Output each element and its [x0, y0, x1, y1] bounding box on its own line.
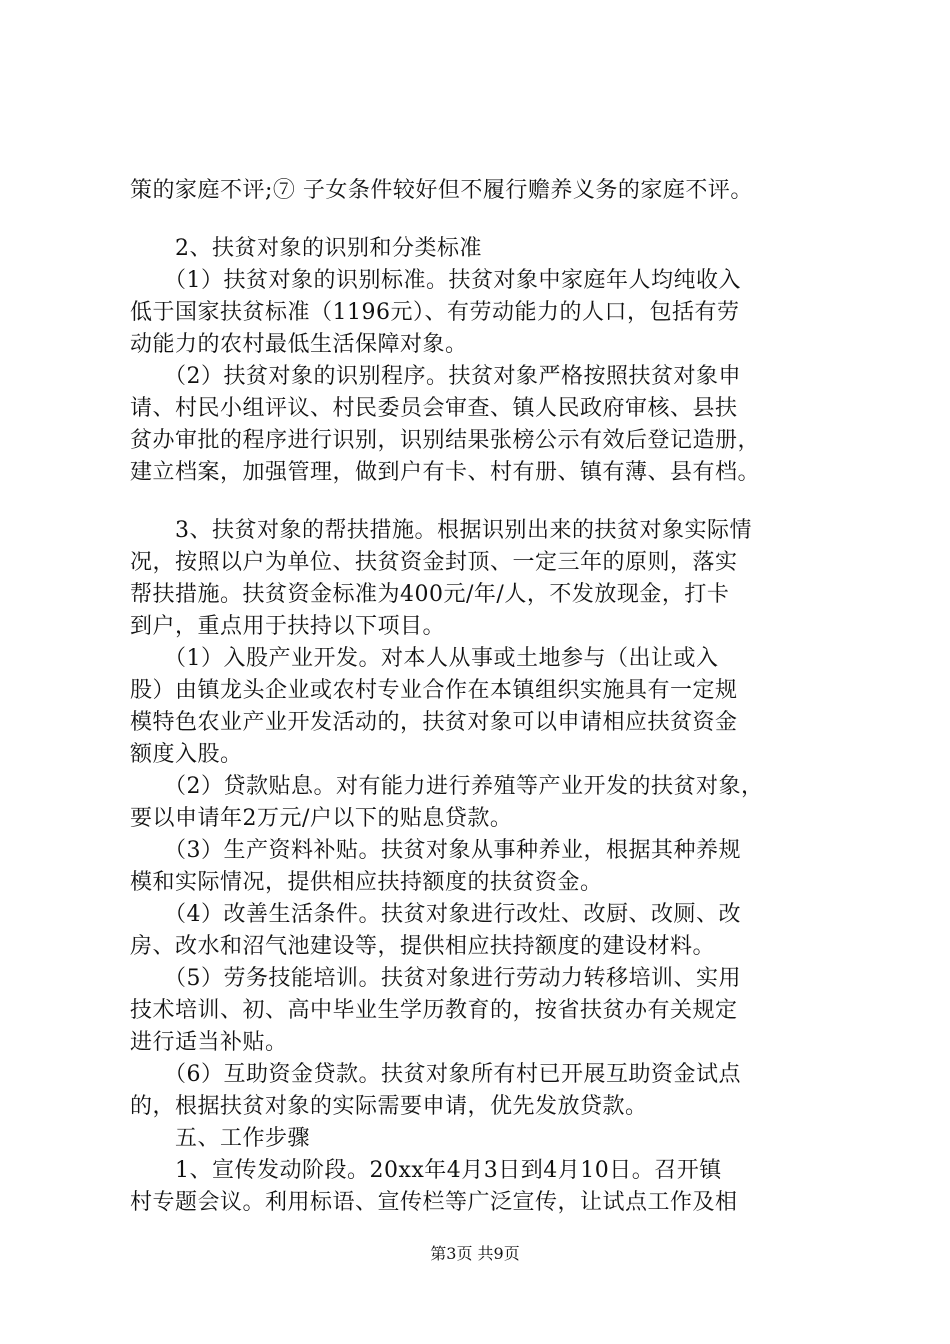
text-line: 的，根据扶贫对象的实际需要申请，优先发放贷款。 [130, 1094, 648, 1119]
text-line: 股）由镇龙头企业或农村专业合作在本镇组织实施具有一定规 [130, 678, 738, 703]
text-line: 策的家庭不评;⑦ 子女条件较好但不履行赡养义务的家庭不评。 [130, 178, 753, 203]
text-line: 况，按照以户为单位、扶贫资金封顶、一定三年的原则，落实 [130, 550, 738, 575]
text-line: 进行适当补贴。 [130, 1030, 288, 1055]
text-line: （2）贷款贴息。对有能力进行养殖等产业开发的扶贫对象， [130, 774, 764, 799]
text-line: 模和实际情况，提供相应扶持额度的扶贫资金。 [130, 870, 603, 895]
text-line: 3、扶贫对象的帮扶措施。根据识别出来的扶贫对象实际情 [130, 518, 752, 543]
text-line: （4）改善生活条件。扶贫对象进行改灶、改厨、改厕、改 [130, 902, 741, 927]
text-line: （5）劳务技能培训。扶贫对象进行劳动力转移培训、实用 [130, 966, 741, 991]
section-heading: 五、工作步骤 [130, 1126, 311, 1151]
text-line: （2）扶贫对象的识别程序。扶贫对象严格按照扶贫对象申 [130, 364, 741, 389]
text-line: 动能力的农村最低生活保障对象。 [130, 332, 468, 357]
text-line: 模特色农业产业开发活动的，扶贫对象可以申请相应扶贫资金 [130, 710, 738, 735]
text-line: 房、改水和沼气池建设等，提供相应扶持额度的建设材料。 [130, 934, 716, 959]
text-line: 1、宣传发动阶段。20xx年4月3日到4月10日。召开镇 [130, 1158, 722, 1183]
text-line: （1）入股产业开发。对本人从事或土地参与（出让或入 [130, 646, 719, 671]
text-line: 村专题会议。利用标语、宣传栏等广泛宣传，让试点工作及相 [130, 1190, 738, 1215]
text-line: 帮扶措施。扶贫资金标准为400元/年/人，不发放现金，打卡 [130, 582, 730, 607]
text-line: 低于国家扶贫标准（1196元）、有劳动能力的人口，包括有劳 [130, 300, 740, 325]
section-heading: 2、扶贫对象的识别和分类标准 [130, 236, 482, 261]
page-number-footer: 第3页 共9页 [430, 1244, 520, 1263]
text-line: 到户，重点用于扶持以下项目。 [130, 614, 446, 639]
text-line: 贫办审批的程序进行识别，识别结果张榜公示有效后登记造册， [130, 428, 761, 453]
text-line: 建立档案，加强管理，做到户有卡、村有册、镇有薄、县有档。 [130, 460, 761, 485]
text-line: （3）生产资料补贴。扶贫对象从事种养业，根据其种养规 [130, 838, 741, 863]
text-line: 技术培训、初、高中毕业生学历教育的，按省扶贫办有关规定 [130, 998, 738, 1023]
text-line: 要以申请年2万元/户以下的贴息贷款。 [130, 806, 513, 831]
text-line: （1）扶贫对象的识别标准。扶贫对象中家庭年人均纯收入 [130, 268, 741, 293]
text-line: （6）互助资金贷款。扶贫对象所有村已开展互助资金试点 [130, 1062, 741, 1087]
text-line: 额度入股。 [130, 742, 243, 767]
text-line: 请、村民小组评议、村民委员会审查、镇人民政府审核、县扶 [130, 396, 738, 421]
